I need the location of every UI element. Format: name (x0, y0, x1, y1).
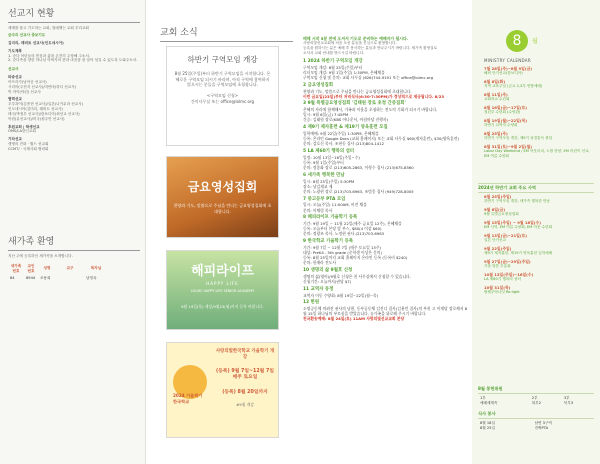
plan-text: 하반기 구역모임 개강, 새가족 행복한 만남 (484, 199, 550, 204)
plan-item (484, 246, 594, 256)
plan-date: 9월 22일(주일) (484, 245, 512, 251)
serve-header: 1부 (480, 395, 486, 400)
serve-table (478, 396, 594, 406)
table-row (478, 426, 594, 431)
event-text: 하반기 교역자 수양회 (484, 123, 518, 127)
table-header: 새가족 번호 (10, 263, 22, 273)
announcement-line: 생명의 삶(영어)/9월호 신청은 친 사무실에서 신청할 수 있습니다. (303, 273, 412, 279)
serve-header: 3부 (563, 395, 570, 400)
announcement-title: 6 새가족 행복한 만남 (303, 172, 345, 178)
announcement-line: 문의: 노광현 장로 (213)703-6963, 조범웅 집사 (949)728-8005 (303, 188, 414, 194)
announcement-line: 천국환송예배: 8월 24일(토) 11AM 사랑의빛선교교회 본당 (303, 316, 405, 322)
prayer-item: 2. 순다족을 향한 하나님 아버지의 뜻과 마음을 잘 알아 섬길 수 있도록 도와주소서. (8, 58, 138, 63)
announcement-item (303, 83, 469, 99)
calendar-title: MINISTRY CALENDAR (484, 58, 531, 63)
happy-life-eng: LOLMC HAPPY LIFE SENIOR ACADEMY (190, 288, 255, 293)
announcement-title: 10 생명의 삶 9월호 신청 (303, 267, 353, 273)
announcement-title: 3 9월 특별금요영성집회 '김태원 장로 초청 간증집회' (303, 101, 406, 107)
plan-date: 10월 13일(주일)~16일(수) (484, 271, 534, 277)
table-header: 교구 (66, 266, 74, 271)
table-cell: 8944 (26, 275, 36, 280)
table-header: 성명 (43, 266, 51, 271)
plan-date: 10월 31일(목) (484, 284, 511, 290)
plan-item (484, 194, 594, 204)
event-text: 하반기 구역모임 개강, 제9기 성경통독 졸업 (484, 135, 553, 140)
announcement-item (303, 268, 469, 284)
table-row (8, 275, 108, 282)
meal-table (478, 421, 594, 431)
event-date: 8월 16일(금)~17일(토) (484, 104, 527, 110)
school-sub: 한국학교 (173, 399, 190, 404)
calendar-event (484, 92, 594, 102)
school-year: 2024 가을학기 (173, 393, 203, 398)
announcement-line: 등록: 온라인 Google Docs (교회 홈페이지) 또는 교회 사무실 $60(제자훈련), $30(양육훈련) (303, 136, 459, 142)
meal-date: 8월 18일 (480, 421, 495, 426)
table-header: 목자님 (90, 266, 102, 271)
meal-date: 8월 25일 (480, 425, 495, 430)
calendar-event (484, 105, 594, 115)
school-card-date: (등록) 8월 20일까지 (222, 389, 268, 395)
group-line: 빅 아이(야린) 선교사 (8, 89, 41, 94)
happy-life-card (166, 250, 279, 330)
school-card-reg: (등록) 9월 7일~12월 7일 매주 토요일 (216, 368, 274, 381)
group-line: 아프리카(남아공 선교사) (8, 79, 47, 84)
plan-item (484, 233, 594, 243)
announcement-line: 등록: 오늘부터 본당 앞 부스, $80(4 이상 $60) (303, 226, 382, 232)
announcement-line: 등록: 9월 1일(주일)부터 (303, 159, 344, 165)
plan-date: 9월 6일(금) (484, 206, 506, 212)
small-group-card-apply: <구역모임 신청> (206, 93, 239, 99)
group-line: 생명의 전화 · 월드 선교회 (8, 142, 49, 147)
announcement-item (303, 149, 469, 170)
announcement-line: 일시: 9월 6일(금) 7:45PM (303, 112, 349, 118)
event-date: 8월 19일(월)~22일(목) (484, 117, 527, 123)
group-line: 태국(박정우 선교사)/캄보디아(최선교 선교사) (8, 111, 80, 116)
announcement-line: 리더모임 개강: 9월 1일(주일) 1:30PM, 은혜채플 (303, 69, 385, 75)
announcement-line: 구역모임 신청 및 문의: 교회 사무실 (626)744-9191 또는 office@lolmc.org (303, 74, 433, 80)
announcement-title: 5 LA 제60기 행복의 섬터 (303, 148, 355, 154)
announcement-line: 이번 금요일(23일)부터 저녁식사(6:30-7:30PM)가 정상적으로 제공됩니다. 8/23 (303, 93, 444, 99)
event-text: Labor Day Weekend / EM 아웃리치, 노방 찬양, EM 어린이 선교, EM 여름 수양회 (484, 148, 590, 158)
event-text: 교회학교 수련회 (484, 97, 510, 102)
announcement-line: 장소: 남김제교 제 (303, 183, 333, 189)
group-head: 협력선교 (8, 97, 22, 102)
announcement-item (303, 215, 469, 236)
serve-header: 2부 (531, 395, 538, 400)
calendar-event (484, 131, 594, 141)
plan-date: 9월 15일(주일) ~ 9월 18일(수) (484, 219, 541, 225)
meal-title: 식사 봉사 (478, 411, 594, 419)
prayer-section-head: 금주의 선교사 중보기도 (8, 32, 46, 37)
plan-text: 할렐루야나잇 Re:light (484, 289, 520, 294)
plan-text: 가을 말씀 부흥회 (484, 263, 511, 268)
serve-cell: 예배세계족 (480, 400, 498, 405)
middle-column (146, 0, 301, 464)
plan-date: 8월 25일(주일) (484, 194, 512, 199)
event-text: 지역 교육주일 (금요 2,3부 연합예배) (484, 84, 543, 89)
group-line: OMS/LA한인교회 (8, 129, 36, 134)
table-row (478, 401, 594, 406)
announcement-line: 소명공동체 의려진 권사의 남편, 동부공동체 김진디 집사(김용언 집사)의 부친 고 이재당 장로께서 8월 15일 하나님의 부르심을 받았습니다. 유가족을 위로해 주시기 바랍니다. (303, 306, 468, 317)
school-card-head: 사랑의빛한국학교 가을학기 개강 (215, 349, 275, 360)
announcement-line: 신청기간: 오늘까지(권당 $7) (303, 279, 352, 285)
event-date: 8월 31일(토)~9월 2일(월) (484, 143, 532, 149)
table-cell: 조용희 (40, 275, 51, 280)
plan-item (484, 272, 594, 282)
announcement-item (303, 287, 469, 298)
group-head: 후원교회 | 학생선교 (8, 124, 40, 129)
intro-line: 매해 시작 5분 전에 오셔서 기도로 준비하는 예배자가 됩시다. (303, 36, 409, 41)
announcement-item (303, 101, 469, 122)
event-text: 청년부 수련회 (수양관) (484, 110, 521, 115)
announcement-item (303, 59, 469, 80)
table-cell: 남영옥 (86, 275, 97, 280)
group-head: 파송선교 (8, 75, 22, 80)
small-group-card-title: 하반기 구역모임 개강 (187, 55, 258, 64)
announcement-item (303, 197, 469, 213)
event-date: 8월 6일(화) (484, 78, 506, 84)
welcome-subtitle: 지난 주에 등록하신 새가족을 소개합니다. (8, 254, 73, 259)
announcement-title: 4 제9기 제자훈련 & 제19기 양육훈련 모집 (303, 125, 388, 131)
announcement-line: 일시: 8월 25일(주일) 5:30PM (303, 178, 355, 184)
group-line: 이란(유선교사)/미국(원주민 선교사) (8, 116, 65, 121)
event-date: 7월 28일(주)~8월 9일(금) (484, 66, 532, 71)
meal-group: 진짜PTA (534, 425, 549, 430)
announcement-title: 8 해피라이프 가을학기 등록 (303, 215, 358, 221)
announcement-line: 찬양과 기도, 말씀으로 주님을 만나는 금요영성집회에 초대합니다. (303, 88, 412, 94)
table-cell (56, 275, 84, 282)
friday-worship-title: 금요영성집회 (187, 180, 258, 194)
plan-date: 9월 13일(금)~21일(토) (484, 232, 527, 238)
table-cell: 84 (10, 275, 15, 280)
prayer-item: 1. 순다 어린들의 믿음과 삶을 온전히 주장해 주소서. (8, 53, 90, 58)
serve-cell: 복부2 (531, 400, 542, 405)
friday-worship-card (166, 156, 279, 238)
plan-item (484, 207, 594, 217)
group-line: 우루과이(김종현 선교사)/일본(나카무라 선교사) (8, 102, 84, 107)
plan-text: 일본 단기선교 (484, 238, 506, 243)
meal-group: 남연 3구역 (534, 421, 552, 426)
announcement-line: 문의: 한재라 전도사 (303, 260, 337, 266)
group-line: CCMT/ · 국제사회 협력회 (8, 147, 49, 152)
small-group-card-body: 8월 25일(주일)부터 하반기 구역모임을 시작합니다. 은혜로운 구역모임 되시기 바라며, 아직 구역에 참여하지 않으시는 분들을 구역모임에 초청합니다. (174, 71, 271, 87)
missionary-section-head: 선교사 (8, 67, 19, 72)
intro-line: 사랑의빛선교교회에 처음 오신 분들을 진심으로 환영합니다. (303, 41, 397, 46)
announcement-line: 대상: PreK4 - 5th grade (중학생 이상은 문의) (303, 250, 383, 256)
plan-date: 9월 27일(금)~29일(주일) (484, 258, 531, 264)
group-line: 시리아(주현지 선교사)/미얀마(하디 선교사) (8, 84, 77, 89)
announcement-item (303, 300, 469, 321)
announcement-line: 기간: 9월 7일 ~ 12월 7일 (매주 토요일 13주) (303, 244, 382, 250)
happy-life-sub: HAPPY LIFE (206, 280, 239, 286)
missionary-name: 김미리, 레비트 선교사(인도네시아) (8, 40, 64, 45)
announcement-line: 문의: 정광조 목사, 노정현 권사 (213)703-6963 (303, 231, 385, 237)
small-group-card (166, 46, 279, 146)
announcement-line: 은혜의 자리에 함께해서, 가족과 이웃을 초청하는 전도의 기회가 되시기 바랍니다. (303, 107, 438, 113)
announcement-title: 7 중고등부 PTA 모임 (303, 196, 346, 202)
group-head: 기타선교 (8, 137, 22, 142)
announcement-line: 간증: 김태원 장로(KBS 아나운서, 아침마당 진행자) (303, 117, 388, 123)
serve-cell: 북부3 (563, 400, 574, 405)
plan-text: LA 제60기 행복의 섬터 (484, 276, 521, 281)
plan-text: EM 사역, EM 여름 수양회, EM 아웃 수련회 (484, 225, 553, 230)
table-header: 교인 번호 (27, 263, 35, 273)
announcement-item (303, 125, 469, 146)
plan-text: 제9기 제자훈련, 제19기 양육훈련 입학예배 (484, 251, 553, 255)
happy-life-title: 해피라이프 (191, 264, 254, 279)
announcement-title: 9 한국학교 가을학기 등록 (303, 239, 354, 245)
announcement-line: 문의: 이체림 목사 (303, 207, 333, 213)
announcement-title: 1 2024 하반기 구역모임 개강 (303, 58, 363, 64)
prayer-head: 기도제목 (8, 48, 22, 53)
left-column (0, 0, 146, 464)
announcement-line: 입학예배: 9월 22일(주일) 1:30PM, 은혜채플 (303, 131, 379, 137)
announcement-line: 교역자 이동 수양회: 8월 19일~22일(월~목) (303, 292, 379, 298)
calendar-event (484, 144, 594, 159)
announcement-line: 문의: 정종화 장로 (213)605-2863, 이형수 집사 (213)675-8560 (303, 165, 414, 171)
plan-title: 2024년 하반기 교회 주요 사역 (478, 183, 594, 193)
plan-item (484, 220, 594, 230)
announcement-line: 구역모임 개강: 8월 25일(주일)부터 (303, 64, 363, 70)
announcement-line: 등록: 8월 25일까지 교회 홈페이지 온라인 등록 (등록비 $240) (303, 255, 408, 261)
announcement-title: 12 한원 (303, 300, 320, 306)
month-suffix: 월 (532, 38, 538, 45)
group-line: 인도네시아(김미리, 레비트 선교사) (8, 107, 63, 112)
calendar-event (484, 66, 594, 76)
happy-life-body: 9월 19일(목) 개강/9월23(월)까지 등록 바랍니다. (181, 303, 264, 309)
announcement-title: 2 금요영성집회 (303, 82, 334, 88)
event-date: 8월 25일(주) (484, 130, 508, 136)
small-group-card-contact: 간이사무실 또는 office@lolmc.org (190, 98, 255, 104)
calendar-column (472, 0, 600, 464)
new-members-table (8, 263, 108, 282)
church-news-title: 교회 소식 (160, 27, 293, 42)
welcome-title: 새가족 환영 (8, 236, 140, 251)
announcements-column (301, 0, 472, 464)
announcement-item (303, 173, 469, 194)
korean-school-card (166, 342, 279, 438)
announcement-line: 일시: 오늘(주일) 11:00AM, 비전 채플 (303, 202, 367, 208)
announcement-line: 일정: 10월 13일~16일(주일~수) (303, 154, 360, 160)
month-badge: 8 (506, 30, 528, 52)
serve-title: 8월 봉헌위원 (478, 386, 594, 394)
event-date: 8월 11일(주) (484, 91, 508, 97)
announcement-title: 11 교역자 동정 (303, 286, 334, 292)
friday-worship-body: 찬양과 기도, 말씀으로 주님을 만나는 금요영성집회에 초대합니다. (173, 203, 272, 214)
intro-line: 오셔서 교회 안내를 받으시길 바랍니다. (303, 50, 365, 55)
event-text: 해외 단기선교(캄보디아) (484, 71, 523, 76)
announcement-item (303, 239, 469, 265)
calendar-event (484, 79, 594, 89)
plan-text: 9월 특별금요영성집회 (484, 212, 519, 217)
intro-line: 등록을 원하시는 분은 예배 후 봉사하는 분들과 만나주시기 바랍니다. 새가족 환영실로 (303, 46, 438, 51)
plan-item (484, 285, 594, 295)
mission-intro: 세계를 품고 기도하는 교회, 열매맺는 교회 우리교회 (8, 26, 89, 31)
calendar-event (484, 118, 594, 128)
plan-item (484, 259, 594, 269)
school-card-foot: #9월 개강 (236, 402, 254, 408)
announcement-line: 문의: 강호신 목사, 조현동 집사 (213)804-1412 (303, 141, 385, 147)
mission-status-title: 선교지 현황 (8, 8, 140, 23)
announcement-line: 기간: 9월 19일 ~ 11월 22일(매주 금요일 12주), 은혜채플 (303, 221, 402, 227)
